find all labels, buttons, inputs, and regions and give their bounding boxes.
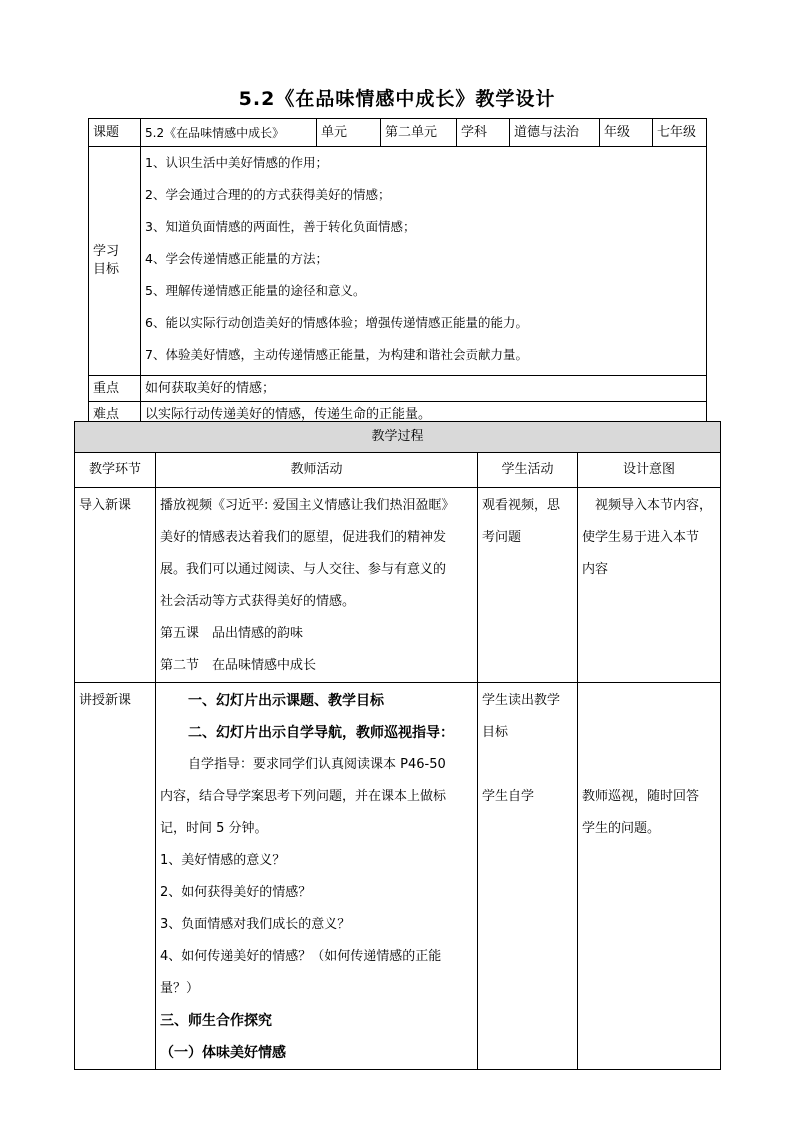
process-title: 教学过程	[75, 422, 721, 453]
text-line: 社会活动等方式获得美好的情感。	[160, 594, 356, 609]
question-item: 3、负面情感对我们成长的意义？	[160, 917, 351, 932]
text-line: 使学生易于进入本节	[582, 530, 700, 545]
text-line: 内容，结合导学案思考下列问题，并在课本上做标	[160, 789, 447, 804]
subject-value: 道德与法治	[510, 119, 600, 147]
stage-new-lesson	[75, 683, 156, 1070]
difficulty-label: 难点	[89, 402, 141, 428]
text-line: 自学指导：要求同学们认真阅读课本 P46-50	[188, 757, 446, 772]
question-item: 1、美好情感的意义？	[160, 853, 286, 868]
key-point-row	[89, 376, 707, 402]
text-line: 量？）	[160, 981, 200, 996]
text-line: 内容	[582, 562, 609, 577]
difficulty-value: 以实际行动传递美好的情感，传递生命的正能量。	[141, 402, 707, 428]
info-row	[89, 119, 707, 147]
process-row-intro	[75, 488, 721, 683]
teaching-process-table	[74, 421, 721, 1070]
text-line: 第五课 品出情感的韵味	[160, 626, 304, 641]
text-line: 考问题	[482, 530, 522, 545]
step-heading: 二、幻灯片出示自学导航，教师巡视指导：	[188, 725, 454, 741]
goal-item: 5、理解传递情感正能量的途径和意义。	[145, 283, 366, 298]
header-student: 学生活动	[478, 453, 578, 488]
goals-list	[141, 147, 707, 376]
process-title-row	[75, 422, 721, 453]
key-point-label: 重点	[89, 376, 141, 402]
design-new-lesson	[578, 683, 721, 1070]
document-title: 5.2《在品味情感中成长》教学设计	[238, 88, 556, 110]
goal-item: 1、认识生活中美好情感的作用；	[145, 155, 328, 170]
text-line: 记，时间 5 分钟。	[160, 821, 268, 836]
goal-item: 4、学会传递情感正能量的方法；	[145, 251, 328, 266]
header-design: 设计意图	[578, 453, 721, 488]
stage-label: 导入新课	[79, 498, 132, 513]
text-line: 学生读出教学	[482, 693, 561, 708]
stage-label: 讲授新课	[79, 693, 132, 708]
grade-value: 七年级	[653, 119, 707, 147]
spacer	[482, 749, 573, 781]
course-value: 5.2《在品味情感中成长》	[141, 119, 317, 147]
subject-label: 学科	[457, 119, 510, 147]
text-line: 学生的问题。	[582, 821, 661, 836]
grade-label: 年级	[600, 119, 653, 147]
process-row-new-lesson	[75, 683, 721, 1070]
process-header-row	[75, 453, 721, 488]
goals-row	[89, 147, 707, 376]
lesson-info-table	[88, 118, 707, 428]
goals-label-line: 目标	[93, 262, 120, 277]
text-line: 视频导入本节内容，	[582, 498, 713, 513]
text-line: 美好的情感表达着我们的愿望，促进我们的精神发	[160, 530, 447, 545]
unit-value: 第二单元	[381, 119, 457, 147]
goal-item: 3、知道负面情感的两面性，善于转化负面情感；	[145, 219, 416, 234]
text-line: 第二节 在品味情感中成长	[160, 658, 317, 673]
text-line: 观看视频，思	[482, 498, 561, 513]
student-intro	[478, 488, 578, 683]
key-point-value: 如何获取美好的情感；	[141, 376, 707, 402]
goal-item: 6、能以实际行动创造美好的情感体验；增强传递情感正能量的能力。	[145, 315, 528, 330]
stage-intro	[75, 488, 156, 683]
design-intro	[578, 488, 721, 683]
text-line: 展。我们可以通过阅读、与人交往、参与有意义的	[160, 562, 447, 577]
student-new-lesson	[478, 683, 578, 1070]
goal-item: 7、体验美好情感，主动传递情感正能量，为构建和谐社会贡献力量。	[145, 347, 528, 362]
text-line: 学生自学	[482, 789, 535, 804]
text-line: 目标	[482, 725, 509, 740]
step-subheading: （一）体味美好情感	[160, 1045, 286, 1061]
question-item: 2、如何获得美好的情感？	[160, 885, 312, 900]
text-line: 教师巡视，随时回答	[582, 789, 700, 804]
header-teacher: 教师活动	[156, 453, 478, 488]
goal-item: 2、学会通过合理的的方式获得美好的情感；	[145, 187, 391, 202]
spacer	[582, 749, 716, 781]
teacher-intro	[156, 488, 478, 683]
header-stage: 教学环节	[75, 453, 156, 488]
question-item: 4、如何传递美好的情感？（如何传递情感的正能	[160, 949, 442, 964]
goals-label-line: 学习	[93, 244, 120, 259]
spacer	[582, 717, 716, 749]
unit-label: 单元	[317, 119, 381, 147]
step-heading: 三、师生合作探究	[160, 1013, 272, 1029]
teacher-new-lesson	[156, 683, 478, 1070]
goals-label	[89, 147, 141, 376]
text-line: 播放视频《习近平: 爱国主义情感让我们热泪盈眶》	[160, 498, 455, 513]
spacer	[582, 685, 716, 717]
step-heading: 一、幻灯片出示课题、教学目标	[188, 693, 384, 709]
course-label: 课题	[89, 119, 141, 147]
